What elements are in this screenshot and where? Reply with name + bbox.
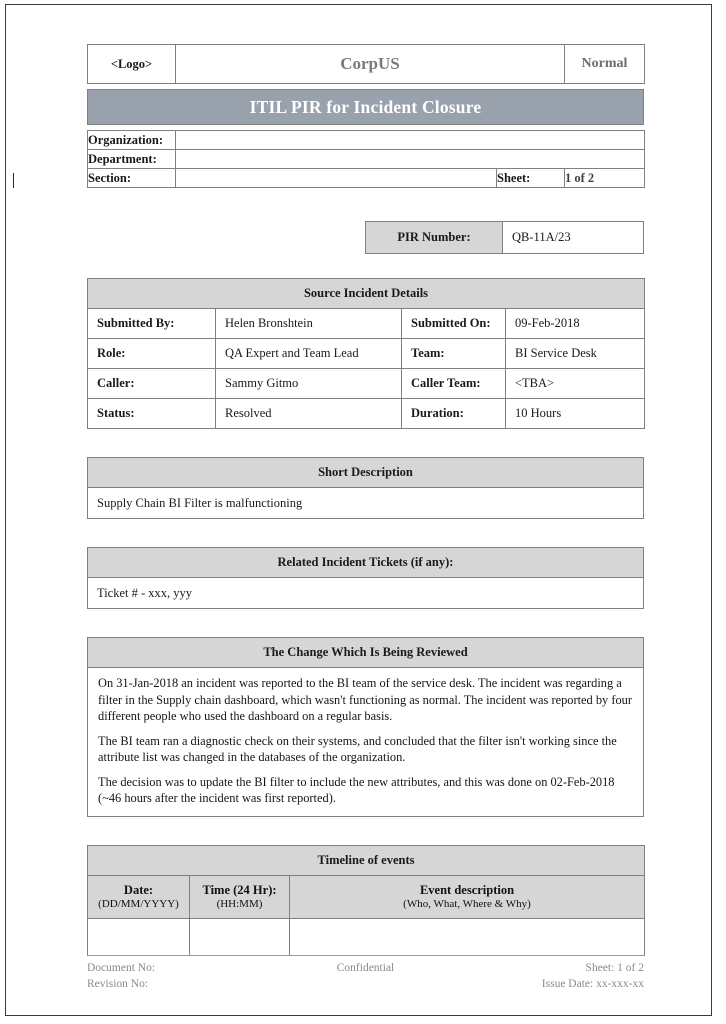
pir-number-table xyxy=(365,221,644,254)
pir-number-section xyxy=(87,221,644,254)
footer-spacer xyxy=(271,976,460,992)
caller-value[interactable]: Sammy Gitmo xyxy=(216,369,402,399)
sheet-label: Sheet: xyxy=(497,169,565,188)
document-page xyxy=(5,4,712,1016)
short-description-heading: Short Description xyxy=(88,458,644,488)
footer-revision-no: Revision No: xyxy=(87,978,149,990)
timeline-table xyxy=(87,845,645,956)
pir-number-label: PIR Number: xyxy=(366,222,503,254)
timeline-event-sub: (Who, What, Where & Why) xyxy=(403,897,531,910)
table-row xyxy=(88,458,644,488)
pir-number-value[interactable]: QB-11A/23 xyxy=(503,222,644,254)
table-row xyxy=(88,45,645,84)
document-content xyxy=(87,44,644,956)
short-description-table xyxy=(87,457,644,519)
table-row xyxy=(88,309,645,339)
sheet-value: 1 of 2 xyxy=(565,169,645,188)
table-row xyxy=(88,369,645,399)
page-title xyxy=(87,89,644,125)
timeline-column-time xyxy=(190,875,290,918)
change-paragraph: The BI team ran a diagnostic check on their systems, and concluded that the filter isn't working since the attribute list was changed in the databases of the organization. xyxy=(98,733,617,764)
submitted-by-value[interactable]: Helen Bronshtein xyxy=(216,309,402,339)
company-name: CorpUS xyxy=(176,45,565,84)
table-row xyxy=(88,339,645,369)
submitted-on-label: Submitted On: xyxy=(402,309,506,339)
submitted-on-value[interactable]: 09-Feb-2018 xyxy=(506,309,645,339)
timeline-column-event xyxy=(290,875,645,918)
department-label: Department: xyxy=(88,150,176,169)
change-reviewed-body[interactable] xyxy=(88,668,644,817)
duration-label: Duration: xyxy=(402,399,506,429)
table-row xyxy=(88,845,645,875)
footer-row xyxy=(87,960,644,976)
timeline-heading: Timeline of events xyxy=(88,845,645,875)
table-row xyxy=(88,918,645,955)
table-row xyxy=(88,668,644,817)
caller-label: Caller: xyxy=(88,369,216,399)
change-reviewed-heading: The Change Which Is Being Reviewed xyxy=(88,638,644,668)
classification-label: Normal xyxy=(565,45,645,84)
status-value[interactable]: Resolved xyxy=(216,399,402,429)
footer-issue-date: Issue Date: xx-xxx-xx xyxy=(541,978,644,990)
change-reviewed-table xyxy=(87,637,644,817)
table-row xyxy=(88,169,645,188)
timeline-time-title: Time (24 Hr): xyxy=(202,882,277,897)
team-label: Team: xyxy=(402,339,506,369)
organization-table xyxy=(87,130,645,188)
short-description-body[interactable]: Supply Chain BI Filter is malfunctioning xyxy=(88,488,644,519)
footer-confidential: Confidential xyxy=(336,962,395,974)
table-row xyxy=(88,638,644,668)
table-row xyxy=(88,578,644,609)
footer-document-no: Document No: xyxy=(87,962,156,974)
source-incident-details-table xyxy=(87,278,645,429)
duration-value[interactable]: 10 Hours xyxy=(506,399,645,429)
table-row xyxy=(88,875,645,918)
timeline-date-title: Date: xyxy=(123,882,154,897)
timeline-event-cell[interactable] xyxy=(290,918,645,955)
timeline-time-cell[interactable] xyxy=(190,918,290,955)
caller-team-label: Caller Team: xyxy=(402,369,506,399)
footer-row xyxy=(87,976,644,992)
table-row xyxy=(366,222,644,254)
text-cursor xyxy=(13,173,14,188)
status-label: Status: xyxy=(88,399,216,429)
timeline-time-sub: (HH:MM) xyxy=(216,897,263,910)
timeline-event-title: Event description xyxy=(419,882,515,897)
organization-label: Organization: xyxy=(88,131,176,150)
submitted-by-label: Submitted By: xyxy=(88,309,216,339)
table-row xyxy=(88,131,645,150)
timeline-date-cell[interactable] xyxy=(88,918,190,955)
change-paragraph: The decision was to update the BI filter to include the new attributes, and this was done on 02-Feb-2018 (~46 hours after the incident was first reported). xyxy=(98,774,615,805)
section-label: Section: xyxy=(88,169,176,188)
logo-placeholder: <Logo> xyxy=(88,45,176,84)
caller-team-value[interactable]: <TBA> xyxy=(506,369,645,399)
footer-sheet: Sheet: 1 of 2 xyxy=(585,962,644,974)
document-header-table xyxy=(87,44,645,84)
change-paragraph: On 31-Jan-2018 an incident was reported to the BI team of the service desk. The incident was regarding a filter in the Supply chain dashboard, which wasn't functioning as normal. The incident was reported by four different people who used the dashboard on a regular basis. xyxy=(98,676,632,723)
related-tickets-heading: Related Incident Tickets (if any): xyxy=(88,548,644,578)
table-row xyxy=(88,488,644,519)
related-tickets-body[interactable]: Ticket # - xxx, yyy xyxy=(88,578,644,609)
timeline-date-sub: (DD/MM/YYYY) xyxy=(98,897,179,910)
role-label: Role: xyxy=(88,339,216,369)
section-value[interactable] xyxy=(176,169,497,188)
organization-value[interactable] xyxy=(176,131,645,150)
table-row xyxy=(88,399,645,429)
page-title-text: ITIL PIR for Incident Closure xyxy=(249,96,482,117)
team-value[interactable]: BI Service Desk xyxy=(506,339,645,369)
table-row xyxy=(88,150,645,169)
role-value[interactable]: QA Expert and Team Lead xyxy=(216,339,402,369)
department-value[interactable] xyxy=(176,150,645,169)
table-row xyxy=(88,279,645,309)
timeline-column-date xyxy=(88,875,190,918)
table-row xyxy=(88,548,644,578)
page-footer xyxy=(87,955,644,992)
related-tickets-table xyxy=(87,547,644,609)
source-incident-heading: Source Incident Details xyxy=(88,279,645,309)
